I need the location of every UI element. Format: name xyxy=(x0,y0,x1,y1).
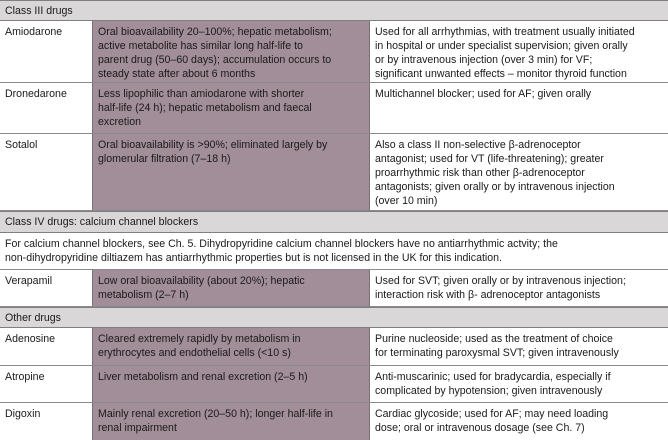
section-header-class-iv: Class IV drugs: calcium channel blockers xyxy=(0,211,668,233)
pharmacokinetics-cell: Liver metabolism and renal excretion (2–5 h) xyxy=(92,366,370,402)
drug-name: Sotalol xyxy=(5,139,38,151)
section-header-class-iii: Class III drugs xyxy=(0,0,668,21)
drug-name: Atropine xyxy=(5,371,45,383)
table-row-dronedarone xyxy=(0,83,668,134)
table-row-atropine xyxy=(0,366,668,403)
class-iv-note: For calcium channel blockers, see Ch. 5. Dihydropyridine calcium channel blockers have no antiarrhythmic actvity; the non-dihydropyridine diltiazem has antiarrhythmic properties but is not licensed in the UK for this indication. xyxy=(0,233,668,270)
use-cell: Purine nucleoside; used as the treatment of choice for terminating paroxysmal SVT; given intravenously xyxy=(375,333,619,359)
table-row-digoxin xyxy=(0,403,668,440)
pharmacokinetics-cell: Less lipophilic than amiodarone with shorter half-life (24 h); hepatic metabolism and faecal excretion xyxy=(92,83,370,133)
pharmacokinetics-cell: Low oral bioavailability (about 20%); hepatic metabolism (2–7 h) xyxy=(92,270,370,306)
use-cell: Also a class II non-selective β-adrenoceptor antagonist; used for VT (life-threatening); greater proarrhythmic risk than other β-adrenoceptor antagonists; given orally or by intravenous injection (over 10 min) xyxy=(375,139,615,207)
use-cell: Used for all arrhythmias, with treatment usually initiated in hospital or under specialist supervision; given orally or by intravenous injection (over 3 min) for VF; significant unwanted effects – monitor thyroid function xyxy=(375,26,635,80)
table-row-amiodarone xyxy=(0,21,668,83)
drug-name: Adenosine xyxy=(5,333,56,345)
table-row-verapamil xyxy=(0,270,668,307)
drug-name: Dronedarone xyxy=(5,88,67,100)
use-cell: Cardiac glycoside; used for AF; may need loading dose; oral or intravenous dosage (see Ch. 7) xyxy=(375,408,609,434)
drug-name: Digoxin xyxy=(5,408,41,420)
section-header-other: Other drugs xyxy=(0,307,668,328)
pharmacokinetics-cell: Mainly renal excretion (20–50 h); longer half-life in renal impairment xyxy=(92,403,370,440)
table-row-sotalol xyxy=(0,134,668,211)
drug-name: Verapamil xyxy=(5,275,53,287)
use-cell: Anti-muscarinic; used for bradycardia, especially if complicated by hypotension; given intravenously xyxy=(375,371,611,397)
use-cell: Used for SVT; given orally or by intravenous injection; interaction risk with β- adrenoceptor antagonists xyxy=(375,275,626,301)
table-row-adenosine xyxy=(0,328,668,366)
drug-name: Amiodarone xyxy=(5,26,63,38)
pharmacokinetics-cell: Oral bioavailability is >90%; eliminated largely by glomerular filtration (7–18 h) xyxy=(92,134,370,210)
use-cell: Multichannel blocker; used for AF; given orally xyxy=(375,88,592,100)
pharmacokinetics-cell: Oral bioavailability 20–100%; hepatic metabolism; active metabolite has similar long half-life to parent drug (50–60 days); accumulation occurs to steady state after about 6 months xyxy=(92,21,370,82)
pharmacokinetics-cell: Cleared extremely rapidly by metabolism in erythrocytes and endothelial cells (<10 s) xyxy=(92,328,370,365)
